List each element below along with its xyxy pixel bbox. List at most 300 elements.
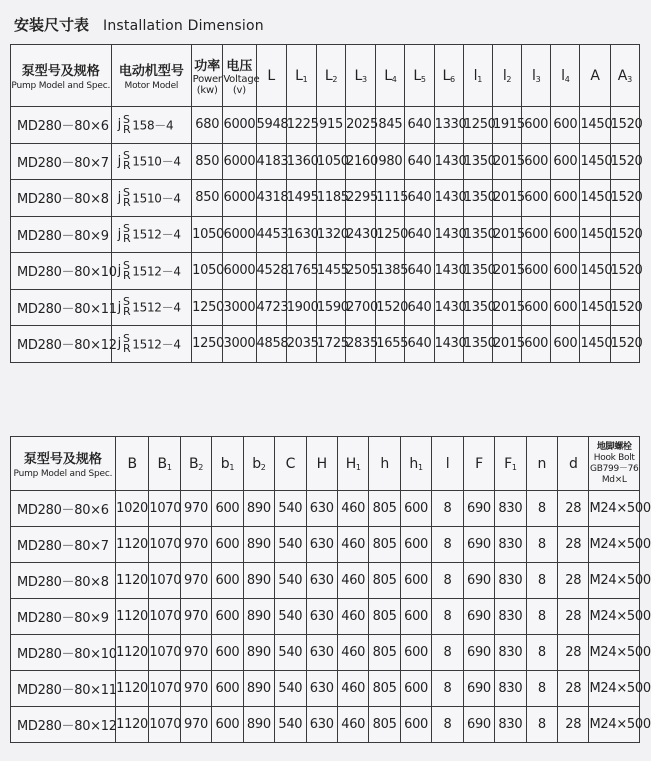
table-row [11,527,640,563]
motor-r: R [122,195,131,209]
header-power-cn: 功率 [194,59,221,74]
table-row [11,143,640,180]
model-cell: MD280－80×11 [11,289,112,326]
model-cell: MD280－80×8 [11,563,116,599]
dim-header: $h_1$ [400,437,431,491]
dim-cell: 2015 [492,326,521,363]
motor-r: R [122,305,131,319]
table-row [11,707,640,743]
dim-header: $l_1$ [463,45,492,107]
power-cell: 1250 [192,289,223,326]
dim-cell: 1070 [149,671,180,707]
dim-cell: 8 [526,527,557,563]
dim-cell: 640 [405,107,434,144]
dim-cell: 1520 [376,289,405,326]
dim-header: $B_1$ [149,437,180,491]
header-motor-en: Motor Model [124,81,179,91]
dim-cell: 4723 [256,289,286,326]
dim-cell: 890 [243,527,274,563]
dim-cell: 1495 [286,180,316,217]
motor-prefix: j [117,336,121,352]
dim-cell: 1360 [286,143,316,180]
table-row [11,216,640,253]
dim-cell: 8 [432,635,463,671]
dim-cell: 1250 [376,216,405,253]
dim-cell: 1915 [492,107,521,144]
dim-cell: 630 [306,491,337,527]
power-cell: 680 [192,107,223,144]
dim-cell: 1350 [463,326,492,363]
dim-cell: 1450 [580,143,610,180]
dim-header: $A_3$ [610,45,639,107]
dim-cell: 600 [551,107,580,144]
dim-cell: 600 [212,671,243,707]
motor-s: S [122,331,130,345]
motor-sr-stack [122,185,131,209]
dim-header: H [306,437,337,491]
dim-cell: 1520 [610,180,639,217]
motor-r: R [122,232,131,246]
model-cell: MD280－80×6 [11,491,116,527]
dim-cell: 2015 [492,180,521,217]
dim-header: $l_3$ [522,45,551,107]
dim-cell: 600 [551,289,580,326]
dim-cell: 1070 [149,563,180,599]
power-cell: 1050 [192,216,223,253]
dim-cell: 28 [558,491,589,527]
dim-cell: 970 [180,599,211,635]
power-cell: 850 [192,180,223,217]
motor-prefix: j [117,226,121,242]
dim-cell: 1450 [580,107,610,144]
page-title-cn: 安装尺寸表 [14,16,90,34]
dim-cell: 600 [400,599,431,635]
dim-cell: 4183 [256,143,286,180]
dim-header: L [256,45,286,107]
dim-cell: 600 [522,216,551,253]
header-power-unit: (kw) [196,85,218,96]
motor-number: 1512－4 [132,337,181,352]
header-voltage-unit: (v) [232,85,246,96]
dim-cell: 540 [275,491,306,527]
voltage-cell: 6000 [223,107,256,144]
dim-cell: 1655 [376,326,405,363]
motor-sr-stack [122,112,131,136]
dim-header: $b_1$ [212,437,243,491]
dim-cell: 890 [243,635,274,671]
dim-cell: 2295 [346,180,376,217]
voltage-cell: 6000 [223,253,256,290]
dim-cell: 1385 [376,253,405,290]
motor-cell [111,107,192,144]
dim-cell: 4318 [256,180,286,217]
dim-cell: 5948 [256,107,286,144]
dim-cell: 970 [180,707,211,743]
dim-cell: 8 [526,491,557,527]
dim-cell: 805 [369,635,400,671]
dim-cell: 540 [275,635,306,671]
dim-cell: 540 [275,671,306,707]
motor-s: S [122,295,130,309]
dim-cell: 1520 [610,143,639,180]
motor-s: S [122,149,130,163]
dim-cell: 1330 [434,107,463,144]
dim-cell: 970 [180,527,211,563]
motor-number: 1512－4 [132,227,181,242]
dim-header: C [275,437,306,491]
dim-cell: 1450 [580,326,610,363]
dim-cell: 630 [306,635,337,671]
dim-cell: 1225 [286,107,316,144]
header-motor [111,45,192,107]
dim-cell: 1520 [610,107,639,144]
dim-cell: 970 [180,563,211,599]
dim-cell: 630 [306,527,337,563]
power-cell: 1250 [192,326,223,363]
dim-cell: 630 [306,671,337,707]
dim-cell: 1120 [115,527,149,563]
dim-cell: 1050 [316,143,345,180]
dim-header: l [432,437,463,491]
model-cell: MD280－80×7 [11,143,112,180]
page-title-en: Installation Dimension [103,18,264,34]
model-cell: MD280－80×12 [11,326,112,363]
dim-cell: 890 [243,491,274,527]
motor-cell [111,326,192,363]
dim-header: $b_2$ [243,437,274,491]
dim-cell: 2160 [346,143,376,180]
dim-cell: 600 [212,599,243,635]
model-cell: MD280－80×10 [11,635,116,671]
header-model-cn: 泵型号及规格 [21,64,100,79]
dim-cell: 980 [376,143,405,180]
dim-cell: 1185 [316,180,345,217]
dim-cell: 640 [405,253,434,290]
dim-cell: 890 [243,707,274,743]
dim-cell: 830 [495,599,526,635]
table-row [11,635,640,671]
dim-cell: 460 [337,527,368,563]
header-bolt-en1: Hook Bolt [593,452,635,463]
dim-cell: 1020 [115,491,149,527]
bolt-cell: M24×500 [589,707,640,743]
dim-cell: 1430 [434,216,463,253]
dim-header: n [526,437,557,491]
dim-cell: 1630 [286,216,316,253]
dim-cell: 1070 [149,707,180,743]
dim-cell: 970 [180,635,211,671]
dim-cell: 28 [558,599,589,635]
header-voltage-en: Voltage [223,74,260,85]
motor-prefix: j [117,299,121,315]
motor-sr-stack [123,224,130,244]
header-model-en: Pump Model and Spec. [11,81,111,91]
dim-cell: 1070 [149,491,180,527]
dim-cell: 970 [180,671,211,707]
dim-cell: 830 [495,527,526,563]
dim-cell: 540 [275,563,306,599]
dim-cell: 600 [522,107,551,144]
dim-cell: 830 [495,491,526,527]
bolt-cell: M24×500 [589,491,640,527]
header-model-en: Pump Model and Spec. [13,469,113,479]
dim-cell: 8 [432,671,463,707]
motor-cell [111,216,192,253]
table-row [11,180,640,217]
dim-cell: 600 [400,635,431,671]
dim-cell: 4453 [256,216,286,253]
motor-cell [111,143,192,180]
dim-cell: 600 [212,563,243,599]
table-row [11,107,640,144]
dim-cell: 540 [275,707,306,743]
dim-cell: 1350 [463,216,492,253]
motor-prefix: j [117,117,121,133]
dim-cell: 805 [369,491,400,527]
bolt-cell: M24×500 [589,671,640,707]
dim-cell: 540 [275,527,306,563]
header-power [192,45,223,107]
motor-number: 1512－4 [132,300,181,315]
dim-cell: 600 [551,326,580,363]
dim-cell: 830 [495,707,526,743]
dim-cell: 1070 [149,599,180,635]
dim-cell: 540 [275,599,306,635]
dim-cell: 8 [432,527,463,563]
dim-cell: 600 [522,180,551,217]
dim-cell: 460 [337,491,368,527]
table1-header-row [11,45,640,107]
dim-cell: 1350 [463,289,492,326]
dim-cell: 28 [558,635,589,671]
bolt-cell: M24×500 [589,635,640,671]
dim-cell: 600 [522,143,551,180]
motor-sr-stack [122,331,131,355]
model-cell: MD280－80×9 [11,216,112,253]
motor-sr-stack [123,151,130,171]
dim-cell: 640 [405,143,434,180]
dim-cell: 8 [526,599,557,635]
dim-cell: 690 [463,527,494,563]
dim-cell: 630 [306,599,337,635]
dim-cell: 2430 [346,216,376,253]
model-cell: MD280－80×9 [11,599,116,635]
dim-cell: 1120 [115,563,149,599]
dim-cell: 460 [337,599,368,635]
dim-cell: 8 [432,491,463,527]
motor-s: S [122,222,130,236]
motor-prefix: j [117,263,121,279]
voltage-cell: 3000 [223,326,256,363]
motor-number: 1510－4 [132,154,181,169]
dim-cell: 600 [212,635,243,671]
dim-cell: 630 [306,563,337,599]
dim-cell: 830 [495,635,526,671]
header-voltage-cn: 电压 [226,59,253,74]
dim-cell: 600 [551,180,580,217]
dim-cell: 1590 [316,289,345,326]
voltage-cell: 6000 [223,216,256,253]
dim-cell: 8 [432,563,463,599]
dim-cell: 1070 [149,635,180,671]
voltage-cell: 3000 [223,289,256,326]
header-bolt-cn: 地脚螺栓 [596,441,632,452]
dim-cell: 8 [526,635,557,671]
header-model [11,437,116,491]
header-hook-bolt [589,437,640,491]
dim-header: A [580,45,610,107]
motor-number: 1510－4 [132,191,181,206]
dim-cell: 4858 [256,326,286,363]
dim-header: $L_6$ [434,45,463,107]
dim-cell: 2015 [492,216,521,253]
voltage-cell: 6000 [223,143,256,180]
dim-cell: 1430 [434,143,463,180]
dim-cell: 1725 [316,326,345,363]
motor-number: 1512－4 [132,264,181,279]
dim-cell: 4528 [256,253,286,290]
dim-cell: 8 [526,671,557,707]
dim-cell: 1320 [316,216,345,253]
motor-sr-stack [122,258,131,282]
dim-cell: 460 [337,563,368,599]
dim-cell: 830 [495,671,526,707]
dim-cell: 830 [495,563,526,599]
motor-r: R [122,122,131,136]
dim-cell: 1450 [580,216,610,253]
dim-cell: 2035 [286,326,316,363]
dim-cell: 2700 [346,289,376,326]
dim-cell: 915 [316,107,345,144]
dim-cell: 630 [306,707,337,743]
dim-cell: 1120 [115,671,149,707]
dim-cell: 1520 [610,216,639,253]
dim-cell: 890 [243,671,274,707]
dim-header: $L_4$ [376,45,405,107]
dim-cell: 28 [558,527,589,563]
motor-cell [111,289,192,326]
dim-cell: 1430 [434,289,463,326]
dim-header: h [369,437,400,491]
motor-prefix: j [117,190,121,206]
motor-cell [111,253,192,290]
voltage-cell: 6000 [223,180,256,217]
dim-cell: 460 [337,671,368,707]
power-cell: 850 [192,143,223,180]
bolt-cell: M24×500 [589,599,640,635]
dim-cell: 1430 [434,326,463,363]
model-cell: MD280－80×7 [11,527,116,563]
dim-cell: 28 [558,707,589,743]
dim-cell: 2015 [492,253,521,290]
dim-cell: 1455 [316,253,345,290]
dim-cell: 8 [432,599,463,635]
dim-header: B [115,437,149,491]
dim-cell: 600 [400,671,431,707]
dim-cell: 600 [522,289,551,326]
table-row [11,671,640,707]
dim-header: $L_1$ [286,45,316,107]
dim-cell: 805 [369,599,400,635]
motor-s: S [122,258,130,272]
header-bolt-en2: GB799－76 [590,463,639,474]
installation-table-2 [10,436,651,743]
dim-cell: 1520 [610,289,639,326]
dim-cell: 805 [369,671,400,707]
page-header [14,14,264,35]
dim-cell: 600 [551,253,580,290]
bolt-cell: M24×500 [589,563,640,599]
motor-cell [111,180,192,217]
dim-cell: 640 [405,326,434,363]
dim-cell: 600 [400,707,431,743]
dim-cell: 1350 [463,180,492,217]
table-row [11,253,640,290]
table-row [11,289,640,326]
dim-cell: 805 [369,563,400,599]
model-cell: MD280－80×12 [11,707,116,743]
dim-cell: 890 [243,563,274,599]
dim-cell: 1115 [376,180,405,217]
header-model-cn: 泵型号及规格 [23,452,102,467]
dim-cell: 28 [558,671,589,707]
dim-cell: 8 [432,707,463,743]
dim-cell: 600 [400,491,431,527]
table-row [11,326,640,363]
dim-cell: 1450 [580,253,610,290]
motor-r: R [122,341,131,355]
dim-header: $l_2$ [492,45,521,107]
model-cell: MD280－80×8 [11,180,112,217]
dim-cell: 600 [400,527,431,563]
dim-cell: 460 [337,707,368,743]
dim-cell: 1120 [115,707,149,743]
dim-cell: 640 [405,289,434,326]
table2-header-row [11,437,640,491]
header-power-en: Power [192,74,222,85]
dim-cell: 8 [526,707,557,743]
dim-cell: 600 [212,491,243,527]
dim-cell: 1450 [580,180,610,217]
dim-cell: 1350 [463,143,492,180]
dim-cell: 890 [243,599,274,635]
dim-cell: 600 [212,707,243,743]
dim-cell: 1120 [115,635,149,671]
dim-cell: 600 [522,326,551,363]
motor-prefix: j [117,153,121,169]
dim-cell: 1120 [115,599,149,635]
installation-table-1 [10,44,643,363]
dim-cell: 690 [463,491,494,527]
dim-cell: 1350 [463,253,492,290]
dim-header: d [558,437,589,491]
model-cell: MD280－80×10 [11,253,112,290]
dim-cell: 690 [463,635,494,671]
motor-sr-stack [123,297,130,317]
dim-cell: 1520 [610,326,639,363]
dim-cell: 690 [463,563,494,599]
dim-cell: 600 [522,253,551,290]
header-model [11,45,112,107]
dim-cell: 805 [369,707,400,743]
dim-cell: 2015 [492,143,521,180]
dim-header: $B_2$ [180,437,211,491]
dim-header: $L_2$ [316,45,345,107]
dim-cell: 600 [551,143,580,180]
dim-cell: 1900 [286,289,316,326]
dim-cell: 2015 [492,289,521,326]
dim-cell: 1250 [463,107,492,144]
